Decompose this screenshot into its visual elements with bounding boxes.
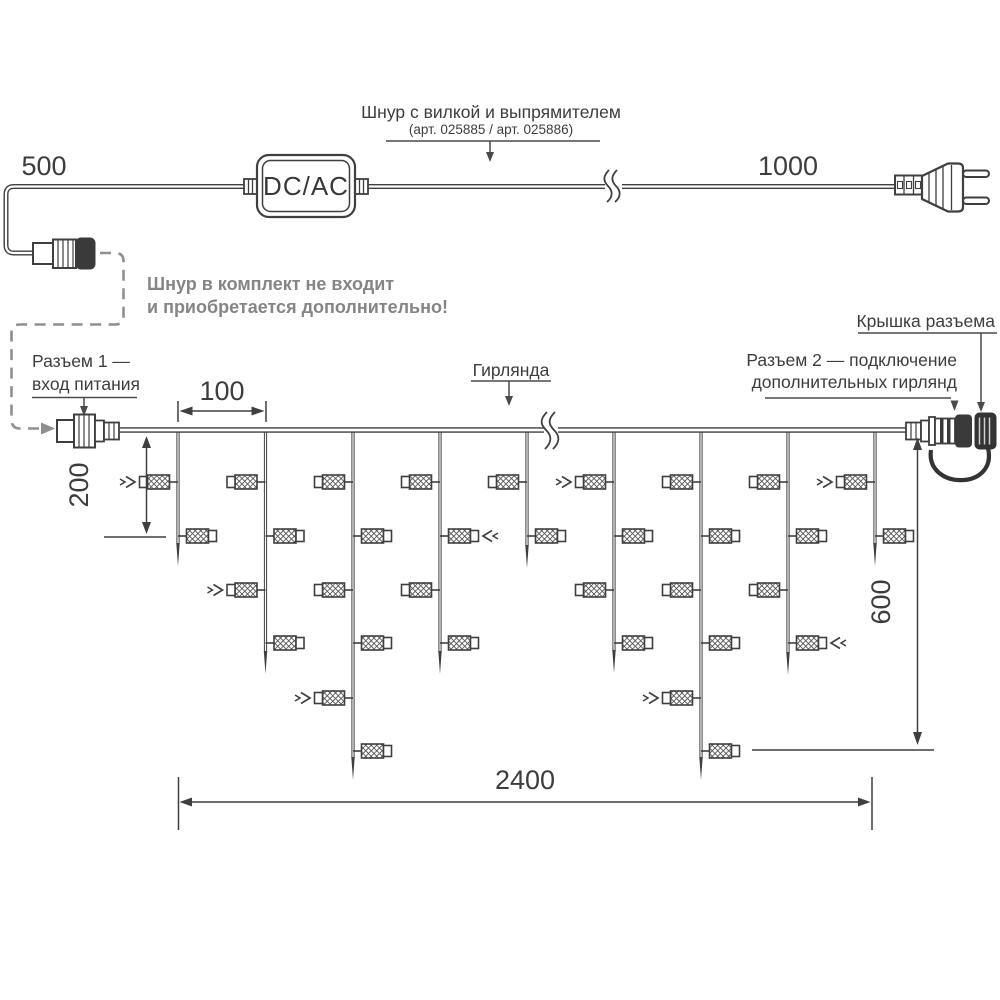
lamp-body [274,529,296,543]
note-line2: и приобретается дополнительно! [147,297,448,317]
converter-right-nub [355,179,368,194]
lamp-cap [645,531,653,542]
cord-callout-leader [386,141,600,152]
connector2-label-line2: дополнительных гирлянд [751,372,957,392]
lamp-cap [576,477,584,488]
dim-600: 600 [866,579,896,625]
wire-break-symbol [542,412,559,449]
lamp-cap [296,638,304,649]
dim-1000: 1000 [757,151,819,181]
lamp-cap [663,477,671,488]
cord-callout-subtitle: (арт. 025885 / арт. 025886) [408,122,574,137]
drop-tip [699,757,702,780]
dcac-converter [244,155,368,217]
lamp-body [797,636,819,650]
lamp-body [323,691,345,705]
lamp-cap [732,531,740,542]
cord-connector-cap [76,238,95,269]
drop-tip [612,650,615,673]
lamp-cap [227,477,235,488]
lamp-cap [315,693,323,704]
drop-tip [351,757,354,780]
lamp-body [623,529,645,543]
lamp-cap [819,638,827,649]
lamp-body [362,744,384,758]
lamp-body [187,529,209,543]
lamp-body [758,583,780,597]
not-included-note [147,274,448,317]
flash-marker-icon [126,477,135,488]
flash-marker-icon [483,531,492,542]
lamp-body [623,636,645,650]
lamp-body [235,475,257,489]
lamp-body [671,691,693,705]
flash-marker-icon [831,638,840,649]
plug-pin-top [963,171,989,178]
lamp-body [797,529,819,543]
lamp-body [671,475,693,489]
lamp-cap [384,746,392,757]
converter-label: DC/AC [263,171,349,201]
cap-tether [931,448,989,480]
lamp-cap [402,585,410,596]
lamp-cap [471,638,479,649]
dim-2400-width [179,765,873,830]
lamp-body [584,583,606,597]
flash-marker-icon [214,585,223,596]
dim-100: 100 [199,376,245,406]
converter-left-nub [244,179,257,194]
lamp-body [449,529,471,543]
note-line1: Шнур в комплект не входит [147,274,395,294]
power-cord-assembly [6,155,989,435]
lamp-cap [663,693,671,704]
connector2-sleeve [955,415,972,448]
drop-tip [525,545,528,568]
lamp-body [584,475,606,489]
drop-tip [873,543,876,566]
lamp-body [710,529,732,543]
lamp-body [710,636,732,650]
lamp-body [497,475,519,489]
lamp-cap [384,638,392,649]
connector1-label-line2: вход питания [32,374,140,394]
lamp-body [410,583,432,597]
lamp-cap [750,477,758,488]
flash-marker-icon [823,477,832,488]
lamp-cap [750,585,758,596]
connector1-label-line1: Разъем 1 — [32,351,130,371]
lamp-cap [471,531,479,542]
lamp-cap [489,477,497,488]
sold-separately-dashed-path [12,253,124,435]
connector2-label-line1: Разъем 2 — подключение [746,350,957,370]
lamp-cap [732,638,740,649]
lamp-body [323,475,345,489]
lamp-body [758,475,780,489]
cord-callout-title: Шнур с вилкой и выпрямителем [361,102,621,122]
lamp-cap [384,531,392,542]
flash-marker-icon [562,477,571,488]
garland-drops [120,430,914,780]
lamp-body [845,475,867,489]
flash-marker-icon [649,693,658,704]
lamp-body [710,744,732,758]
lamp-cap [732,746,740,757]
connector2-callout [746,350,958,411]
dim-2400: 2400 [494,765,556,795]
lamp-body [274,636,296,650]
connector1-callout [32,351,140,416]
lamp-cap [819,531,827,542]
lamp-cap [315,585,323,596]
cord-output-connector [33,238,95,269]
dashed-path-arrowhead [41,423,55,435]
plug-pin-bottom [963,198,989,205]
connector1-power-input [57,415,119,448]
drop-tip [264,651,267,674]
cord-break-symbol [604,170,619,202]
lamp-body [235,583,257,597]
garland-label: Гирлянда [472,360,550,380]
lamp-cap [315,477,323,488]
cord-callout [361,102,621,162]
lamp-cap [296,531,304,542]
dim-200: 200 [64,462,94,508]
lamp-cap [209,531,217,542]
lamp-cap [837,477,845,488]
lamp-cap [227,585,235,596]
connector2-body [935,419,955,444]
drop-tip [438,651,441,674]
dim-500: 500 [21,151,67,181]
lamp-body [323,583,345,597]
lamp-body [410,475,432,489]
drop-tip [786,652,789,675]
lamp-cap [663,585,671,596]
lamp-body [536,529,558,543]
lamp-cap [402,477,410,488]
lamp-body [671,583,693,597]
lamp-body [884,529,906,543]
connector-cap [975,413,997,450]
flash-marker-icon [301,693,310,704]
lamp-body [362,529,384,543]
lamp-cap [558,531,566,542]
dim-100-spacing [178,376,266,422]
lamp-cap [645,638,653,649]
lamp-body [148,475,170,489]
cap-label: Крышка разъема [856,311,995,331]
lamp-body [449,636,471,650]
lamp-cap [576,585,584,596]
lamp-body [362,636,384,650]
garland-callout [471,360,551,406]
drop-tip [176,543,179,566]
euro-plug [895,164,989,212]
lamp-cap [906,531,914,542]
